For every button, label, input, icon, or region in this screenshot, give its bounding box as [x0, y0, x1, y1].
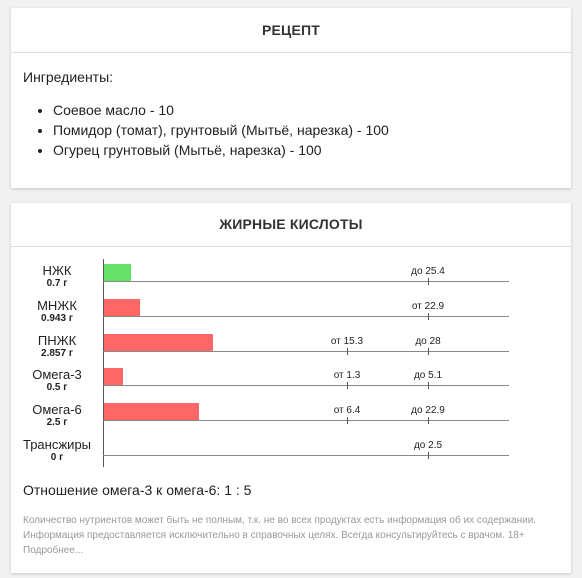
- row-baseline: [103, 281, 509, 282]
- recipe-title: РЕЦЕПТ: [11, 8, 571, 53]
- ingredients-list: [35, 102, 389, 162]
- nutrient-amount: 2.857 г: [41, 347, 73, 359]
- nutrient-name: НЖК: [42, 263, 72, 278]
- fatty-acids-card: [11, 203, 571, 573]
- nutrient-name: МНЖК: [37, 297, 77, 313]
- list-item: • Соевое масло - 10: [53, 102, 389, 119]
- disclaimer-note: Количество нутриентов может быть не полным, т.к. не во всех продуктах есть информация об их содержании. Информация предоставляется исключительно в справочных целях. Всегда консультируйтесь с врачом. 18+ Подробнее...: [23, 515, 537, 556]
- nutrient-bar: [104, 264, 131, 281]
- nutrient-amount: 0.943 г: [41, 312, 73, 324]
- nutrient-amount: 0 г: [50, 452, 64, 463]
- row-label: [11, 333, 103, 360]
- nutrient-bar: [104, 334, 213, 351]
- max-label: до 22.9: [411, 405, 445, 417]
- min-label: от 22.9: [411, 300, 445, 312]
- min-label: от 15.3: [330, 335, 364, 347]
- row-baseline: [103, 385, 509, 386]
- fatty-acids-chart: [11, 203, 571, 503]
- nutrient-bar: [104, 368, 123, 385]
- recipe-card: [11, 8, 571, 188]
- fatty-acids-title: ЖИРНЫЕ КИСЛОТЫ: [11, 203, 571, 247]
- max-tick: [428, 452, 429, 459]
- max-label: до 25.4: [411, 266, 445, 277]
- min-tick: [428, 313, 429, 320]
- nutrient-name: Трансжиры: [22, 437, 92, 452]
- min-tick: [347, 348, 348, 355]
- row-baseline: [103, 351, 509, 352]
- omega-ratio: Отношение омега-3 к омега-6: 1 : 5: [23, 482, 252, 498]
- list-item: • Помидор (томат), грунтовый (Мытьё, нарезка) - 100: [53, 122, 389, 139]
- max-tick: [428, 348, 429, 355]
- max-label: до 5.1: [413, 370, 443, 382]
- nutrient-amount: 0.5 г: [46, 382, 68, 394]
- max-tick: [428, 382, 429, 389]
- min-label: от 1.3: [333, 370, 361, 382]
- row-label: [11, 298, 103, 325]
- row-baseline: [103, 455, 509, 456]
- max-label: до 28: [415, 335, 441, 347]
- nutrient-name: ПНЖК: [37, 332, 77, 348]
- row-label: [11, 367, 103, 394]
- nutrient-name: Омега-6: [32, 402, 82, 418]
- max-tick: [428, 417, 429, 424]
- ingredients-label: Ингредиенты:: [23, 69, 114, 85]
- nutrient-name: Омега-3: [32, 367, 82, 383]
- min-tick: [347, 417, 348, 424]
- chart-axis: [103, 259, 104, 467]
- row-label: [11, 402, 103, 429]
- row-label: [11, 437, 103, 464]
- nutrient-amount: 2.5 г: [46, 417, 68, 429]
- row-label: [11, 263, 103, 290]
- nutrient-bar: [104, 299, 140, 316]
- max-tick: [428, 278, 429, 285]
- min-tick: [347, 382, 348, 389]
- min-label: от 6.4: [333, 405, 361, 417]
- nutrient-bar: [104, 403, 199, 420]
- row-baseline: [103, 420, 509, 421]
- nutrient-amount: 0.7 г: [46, 278, 68, 289]
- max-label: до 2.5: [413, 440, 443, 451]
- row-baseline: [103, 316, 509, 317]
- list-item: • Огурец грунтовый (Мытьё, нарезка) - 100: [53, 142, 389, 159]
